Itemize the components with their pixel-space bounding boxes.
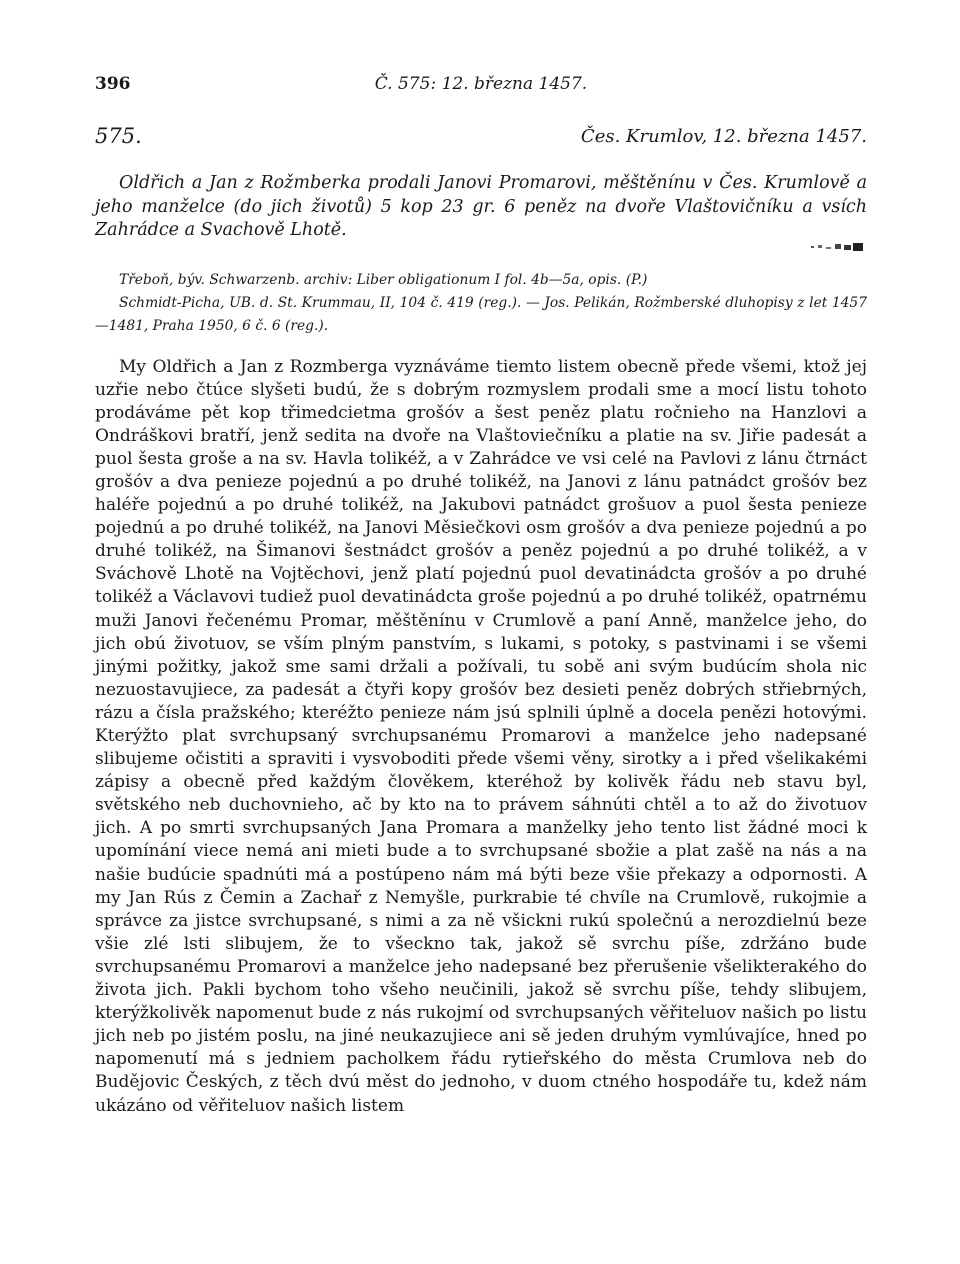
- running-title: Č. 575: 12. března 1457.: [374, 74, 588, 94]
- entry-heading: [95, 124, 867, 154]
- entry-place-date: Čes. Krumlov, 12. března 1457.: [580, 126, 867, 147]
- library-stamp-mark: [809, 242, 865, 254]
- charter-text: My Oldřich a Jan z Rozmberga vyznáváme tiemto listem obecně přede všemi, ktož jej uzřie nebo čtúce slyšeti budú, že s dobrým rozmyslem prodali sme a mocí listu tohoto prodáváme pět kop třimedcietma grošóv a šest peněz platu ročnieho na Hanzlovi a Ondráškovi bratří, jenž sedita na dvoře na Vlaštoviečníku a platie na sv. Jiřie padesát a puol šesta groše a na sv. Havla tolikéž, a v Zahrádce ve vsi celé na Pavlovi z lánu čtrnáct grošóv a dva penieze pojednú a po druhé tolikéž, na Janovi z lánu patnádct grošóv bez haléře pojednú a po druhé tolikéž, na Jakubovi patnádct grošuov a puol šesta penieze pojednú a po druhé tolikéž, na Janovi Měsiečkovi osm grošóv a dva penieze pojednú a po druhé tolikéž, na Šimanovi šestnádct grošóv a peněz pojednú a po druhé tolikéž, a v Sváchově Lhotě na Vojtěchovi, jenž platí pojednú puol devatinádcta grošóv a po druhé tolikéž a Václavovi tudiež puol devatinádcta groše pojednú a po druhé tolikéž, opatrnému muži Janovi řečenému Promar, měštěnínu v Crumlově a paní Anně, manželce jeho, do jich obú životuov, se vším plným panstvím, s lukami, s potoky, s pastvinami i se všemi jinými požitky, jakož sme sami držali a požívali, tu sobě ani svým budúcím shola nic nezuostavujiece, za padesát a čtyři kopy grošóv bez desieti peněz dobrých střiebrných, rázu a čísla pražského; kteréžto penieze nám jsú splnili úplně a docela penězi hotovými. Kterýžto plat svrchupsaný svrchupsanému Promarovi a manželce jeho nadepsané slibujeme očistiti a spraviti i vysvoboditi přede všemi věny, sirotky a i před všelikakémi zápisy a obecně před každým člověkem, kteréhož by kolivěk řádu neb stavu byl, světského neb duchovnieho, ač by kto na to právem sáhnúti chtěl a to až do životuov jich. A po smrti svrchupsaných Jana Promara a manželky jeho tento list žádné moci k upomínání viece nemá ani mieti bude a to svrchupsané sbožie a plat zašě na nás a na našie budúcie spadnúti má a postúpeno nám má býti beze všie překazy a odpornosti. A my Jan Rús z Čemin a Zachař z Nemyšle, purkrabie té chvíle na Crumlově, rukojmie a správce za jistce svrchupsané, s nimi a za ně všicknі rukú společnú a nerozdielnú beze všie zlé lsti slibujem, že to všeckno tak, jakož sě svrchu píše, zdržáno bude svrchupsanému Promarovi a manželce jeho nadepsané bez přerušenie všelikterakého do života jich. Pakli bychom toho všeho neučinili, jakož sě svrchu píše, tehdy slibujem, kterýžkolivěk napomenut bude z nás rukojmí od svrchupsaných věřiteluov našich po listu jich neb po jistém poslu, na jiné neukazujiece ani sě jeden druhým vymlúvajíce, hned po napomenutí má s jedniem pacholkem řádu rytieřského do města Crumlova neb do Budějovic Českých, z těch dvú měst do jednoho, v duom ctného hospodáře tu, kdež nám ukázáno od věřiteluov našich listem: [95, 356, 867, 1116]
- page-number: 396: [95, 74, 131, 94]
- document-page: [95, 74, 867, 1118]
- entry-regest: Oldřich a Jan z Rožmberka prodali Janovi Promarovi, měštěnínu v Čes. Krumlově a jeho manželce (do jich životů) 5 kop 23 gr. 6 peněz na dvoře Vlaštovičníku a vsích Zahrádce a Svachově Lhotě.: [95, 173, 867, 240]
- running-head: [95, 74, 867, 102]
- source-editions: Schmidt-Picha, UB. d. St. Krummau, II, 104 č. 419 (reg.). — Jos. Pelikán, Rožmberské dluhopisy z let 1457—1481, Praha 1950, 6 č. 6 (reg.).: [95, 294, 867, 334]
- source-archive: Třeboň, býv. Schwarzenb. archiv: Liber obligationum I fol. 4b—5a, opis. (P.): [119, 271, 648, 288]
- entry-number: 575.: [95, 124, 142, 148]
- source-notes: [95, 269, 867, 338]
